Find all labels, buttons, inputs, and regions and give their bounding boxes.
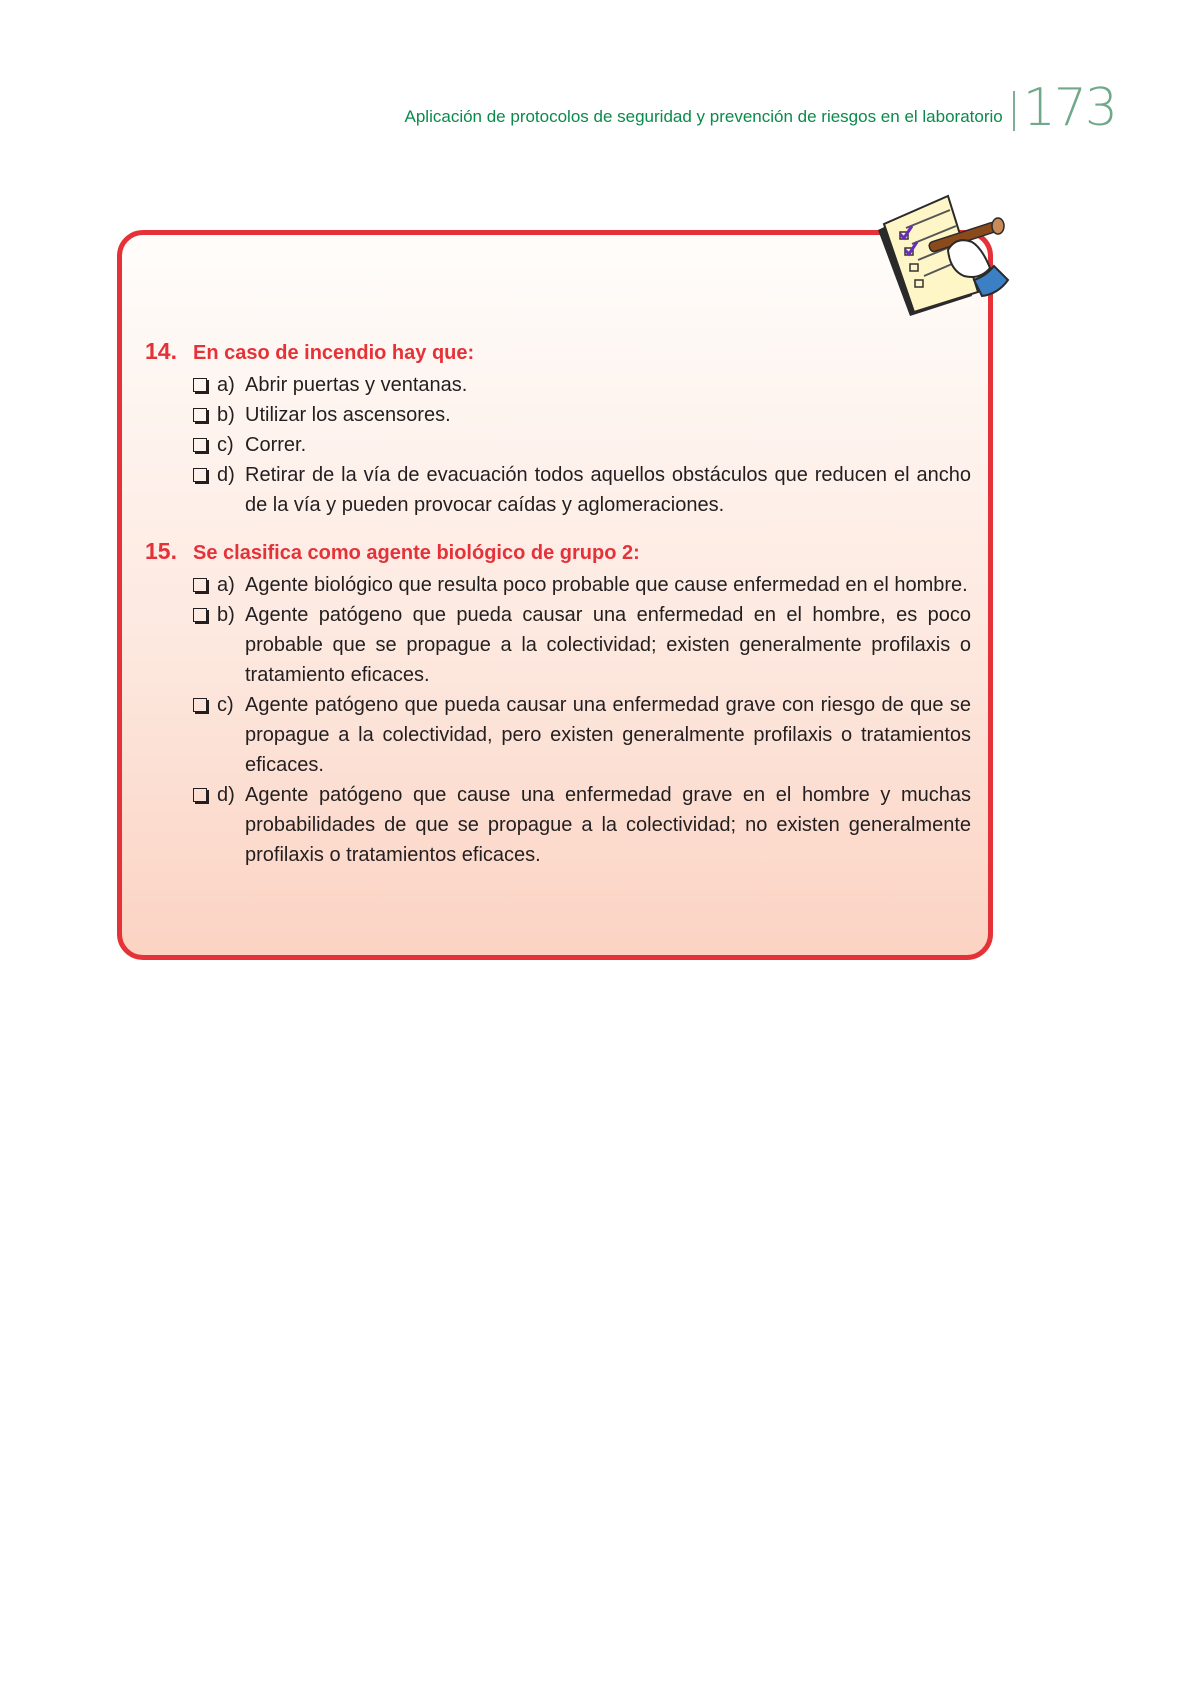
question-number: 14. [145,338,177,364]
option-text: Correr. [245,434,307,456]
option-14c[interactable] [193,430,971,460]
questions-list [145,338,971,888]
option-14a[interactable] [193,370,971,400]
option-text: Agente patógeno que pueda causar una enfermedad en el hombre, es poco probable que se propague a la colectividad; existen generalmente profilaxis o tratamiento eficaces. [245,604,971,686]
option-text: Agente patógeno que cause una enfermedad grave en el hombre y muchas probabilidades de que se propague a la colectividad; no existen generalmente profilaxis o tratamientos eficaces. [245,784,971,866]
option-15a[interactable] [193,570,971,600]
checkbox-icon[interactable] [193,698,207,712]
question-15 [145,538,971,870]
checkbox-icon[interactable] [193,438,207,452]
option-letter: d) [217,784,235,806]
checkbox-icon[interactable] [193,608,207,622]
checkbox-icon[interactable] [193,468,207,482]
option-text: Retirar de la vía de evacuación todos aquellos obstáculos que reducen el ancho de la vía y pueden provocar caídas y aglomeraciones. [245,464,971,516]
page-header [404,78,1116,138]
option-14b[interactable] [193,400,971,430]
option-letter: c) [217,434,234,456]
question-title: Se clasifica como agente biológico de grupo 2: [193,542,640,564]
option-14d[interactable] [193,460,971,520]
checklist-pen-icon [870,188,1015,318]
question-number: 15. [145,538,177,564]
option-15b[interactable] [193,600,971,690]
option-15d[interactable] [193,780,971,870]
option-text: Agente patógeno que pueda causar una enfermedad grave con riesgo de que se propague a la colectividad, pero existen generalmente profilaxis o tratamientos eficaces. [245,694,971,776]
option-15c[interactable] [193,690,971,780]
question-title: En caso de incendio hay que: [193,342,475,364]
option-text: Agente biológico que resulta poco probable que cause enfermedad en el hombre. [245,574,968,596]
option-letter: a) [217,374,235,396]
checkbox-icon[interactable] [193,408,207,422]
header-divider [1013,91,1015,131]
checkbox-icon[interactable] [193,578,207,592]
option-letter: c) [217,694,234,716]
option-letter: b) [217,604,235,626]
option-letter: a) [217,574,235,596]
option-letter: d) [217,464,235,486]
page-number: 173 [1022,78,1116,138]
question-14 [145,338,971,520]
checkbox-icon[interactable] [193,378,207,392]
header-title: Aplicación de protocolos de seguridad y prevención de riesgos en el laboratorio [404,107,1003,126]
option-letter: b) [217,404,235,426]
option-text: Abrir puertas y ventanas. [245,374,468,396]
checkbox-icon[interactable] [193,788,207,802]
option-text: Utilizar los ascensores. [245,404,451,426]
